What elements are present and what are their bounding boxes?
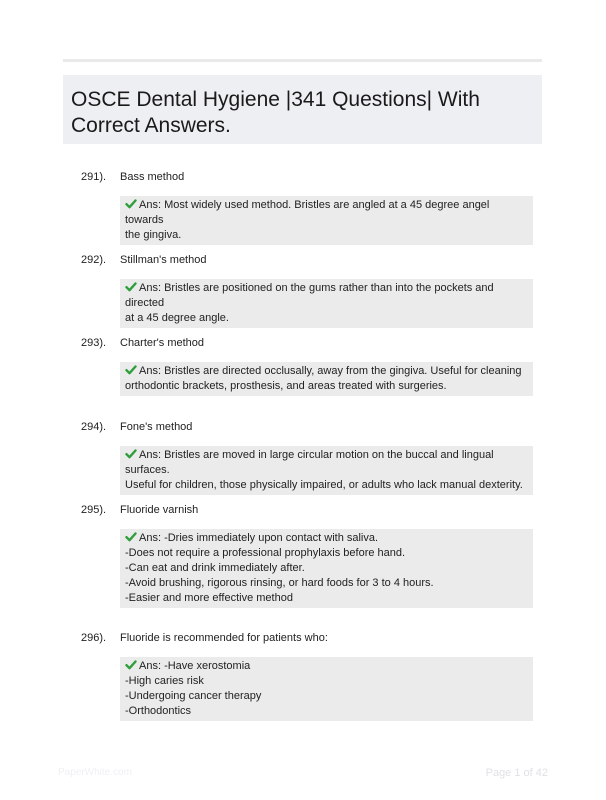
checkmark-icon (125, 365, 137, 375)
footer-site-watermark: PaperWhite.com (58, 767, 132, 778)
question-text: Fluoride varnish (120, 504, 199, 516)
question-row (63, 334, 542, 352)
question-number: 294). (81, 421, 107, 433)
question-text: Charter's method (120, 337, 205, 349)
question-number: 296). (81, 632, 107, 644)
answer-line: -Can eat and drink immediately after. (125, 562, 305, 574)
answer-box (120, 529, 533, 608)
answer-box (120, 657, 533, 721)
answer-line: Useful for children, those physically impaired, or adults who lack manual dexterity. (125, 479, 523, 491)
question-number: 293). (81, 337, 107, 349)
question-item (63, 168, 542, 245)
answer-line: -Orthodontics (125, 705, 192, 717)
answer-text: Ans: -Have xerostomia (139, 660, 251, 672)
document-title: OSCE Dental Hygiene |341 Questions| With Correct Answers. (71, 88, 480, 137)
checkmark-icon (125, 282, 137, 292)
answer-line: at a 45 degree angle. (125, 312, 229, 324)
answer-line: -High caries risk (125, 675, 204, 687)
answer-line: -Avoid brushing, rigorous rinsing, or hard foods for 3 to 4 hours. (125, 577, 434, 589)
answer-box (120, 196, 533, 245)
answer-text: Ans: Bristles are directed occlusally, away from the gingiva. Useful for cleaning (139, 365, 522, 377)
answer-line (125, 198, 528, 228)
question-item (63, 418, 542, 495)
answer-line: -Does not require a professional prophylaxis before hand. (125, 547, 406, 559)
title-banner (63, 75, 542, 144)
question-item (63, 501, 542, 608)
answer-line: orthodontic brackets, prosthesis, and areas treated with surgeries. (125, 380, 447, 392)
answer-line (125, 364, 528, 379)
answer-box (120, 446, 533, 495)
checkmark-icon (125, 199, 137, 209)
checkmark-icon (125, 532, 137, 542)
checkmark-icon (125, 660, 137, 670)
question-text: Fone's method (120, 421, 193, 433)
answer-text: Ans: -Dries immediately upon contact with saliva. (139, 532, 379, 544)
answer-line: -Undergoing cancer therapy (125, 690, 262, 702)
question-row (63, 629, 542, 647)
answer-line (125, 281, 528, 311)
answer-line (125, 448, 528, 478)
question-row (63, 251, 542, 269)
answer-box (120, 279, 533, 328)
question-text: Fluoride is recommended for patients who: (120, 632, 328, 644)
answer-line: the gingiva. (125, 229, 182, 241)
question-item (63, 334, 542, 396)
answer-text: Ans: Bristles are moved in large circular motion on the buccal and lingual surfaces. (125, 449, 497, 476)
answer-line (125, 659, 528, 674)
answer-box (120, 362, 533, 396)
question-number: 295). (81, 504, 107, 516)
answer-text: Ans: Most widely used method. Bristles are angled at a 45 degree angel towards (125, 199, 493, 226)
question-row (63, 418, 542, 436)
question-row (63, 501, 542, 519)
question-row (63, 168, 542, 186)
question-item (63, 251, 542, 328)
top-divider (63, 59, 542, 62)
question-number: 292). (81, 254, 107, 266)
page-number: Page 1 of 42 (485, 767, 548, 779)
question-text: Bass method (120, 171, 185, 183)
question-number: 291). (81, 171, 107, 183)
question-item (63, 629, 542, 721)
checkmark-icon (125, 449, 137, 459)
answer-line (125, 531, 528, 546)
question-text: Stillman's method (120, 254, 207, 266)
answer-line: -Easier and more effective method (125, 592, 293, 604)
answer-text: Ans: Bristles are positioned on the gums rather than into the pockets and directed (125, 282, 497, 309)
